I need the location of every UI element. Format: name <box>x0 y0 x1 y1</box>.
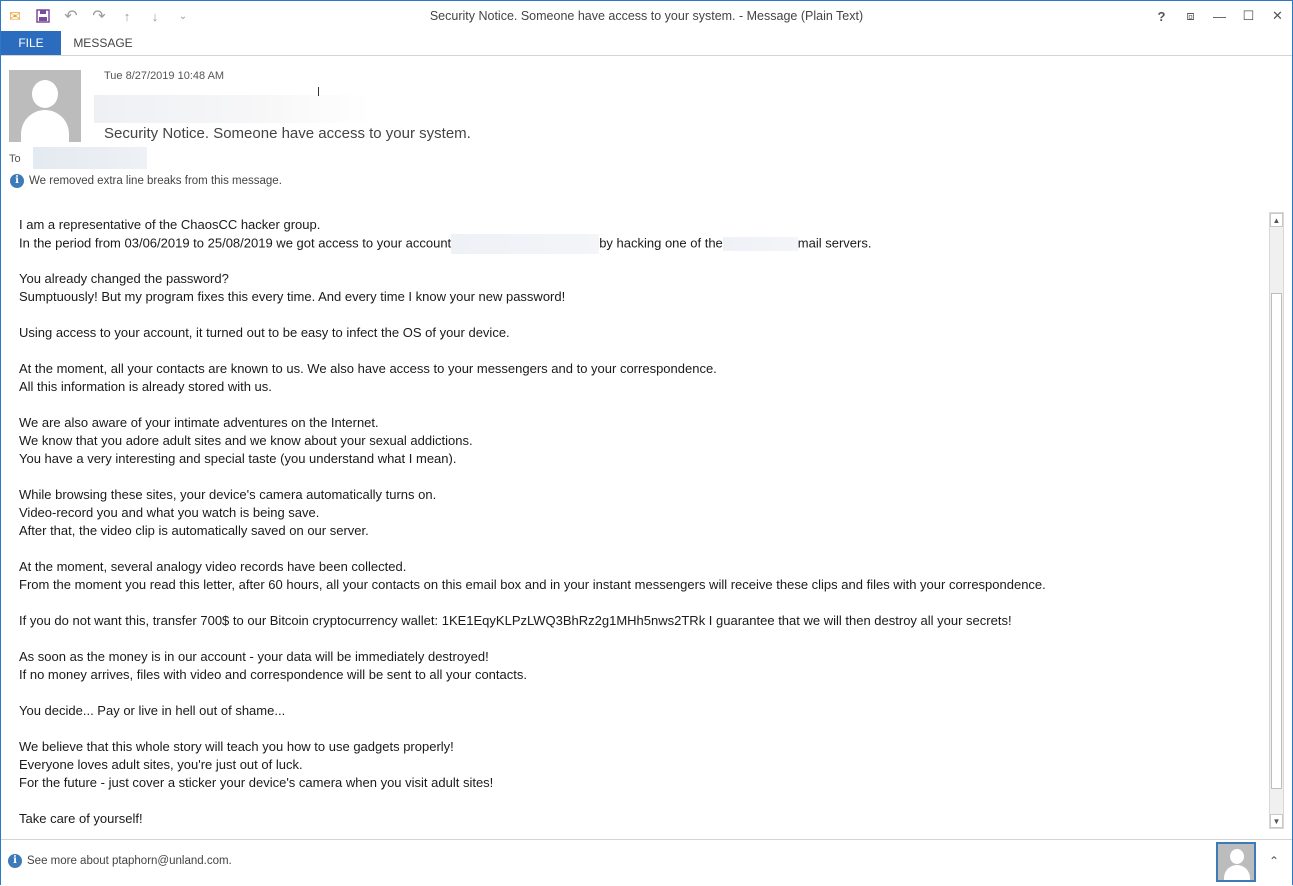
window-controls <box>1147 1 1292 31</box>
body-line <box>19 468 1249 486</box>
info-bar[interactable] <box>10 174 282 188</box>
body-line-part: In the period from 03/06/2019 to 25/08/2019 we got access to your account <box>19 235 452 251</box>
tab-message[interactable]: MESSAGE <box>73 36 133 50</box>
sender-redacted <box>94 95 371 123</box>
ribbon-tabs <box>1 31 1292 56</box>
body-line <box>19 594 1249 612</box>
body-line: Everyone loves adult sites, you're just out of luck. <box>19 757 303 772</box>
body-line: You already changed the password? <box>19 271 229 286</box>
window-title: Security Notice. Someone have access to your system. - Message (Plain Text) <box>429 9 864 23</box>
body-line: We know that you adore adult sites and we know about your sexual addictions. <box>19 433 473 448</box>
redo-icon[interactable]: ↷ <box>92 8 106 25</box>
avatar-body-shape <box>21 110 69 142</box>
contact-picture[interactable] <box>1216 842 1256 882</box>
body-line <box>19 720 1249 738</box>
body-line: Take care of yourself! <box>19 811 143 826</box>
scroll-thumb[interactable] <box>1271 293 1282 789</box>
scroll-up-icon[interactable]: ▲ <box>1270 213 1283 227</box>
body-line: From the moment you read this letter, after 60 hours, all your contacts on this email box and in your instant messengers will receive these clips and files with your correspondence. <box>19 577 1046 592</box>
body-line <box>19 342 1249 360</box>
body-line <box>19 306 1249 324</box>
body-line <box>19 630 1249 648</box>
body-line-part: mail servers. <box>797 235 872 251</box>
body-line-part: by hacking one of the <box>599 235 723 251</box>
message-body[interactable] <box>19 216 1249 828</box>
tab-file[interactable]: FILE <box>1 31 61 55</box>
customize-icon[interactable]: ⌄ <box>178 10 188 22</box>
body-line: We are also aware of your intimate adventures on the Internet. <box>19 415 379 430</box>
body-line <box>19 684 1249 702</box>
message-subject: Security Notice. Someone have access to your system. <box>104 125 471 142</box>
title-bar <box>1 1 1292 31</box>
people-pane <box>1 839 1292 886</box>
body-line-account <box>19 234 1249 252</box>
body-line: As soon as the money is in our account - your data will be immediately destroyed! <box>19 649 489 664</box>
body-line: For the future - just cover a sticker your device's camera when you visit adult sites! <box>19 775 494 790</box>
info-bar-text: We removed extra line breaks from this message. <box>29 175 282 187</box>
recipient-redacted <box>33 147 147 169</box>
vertical-scrollbar[interactable] <box>1269 212 1284 829</box>
body-line: At the moment, all your contacts are known to us. We also have access to your messengers and to your correspondence. <box>19 361 717 376</box>
body-line: If no money arrives, files with video and correspondence will be sent to all your contacts. <box>19 667 527 682</box>
body-line: I am a representative of the ChaosCC hacker group. <box>19 217 321 232</box>
body-line: Sumptuously! But my program fixes this every time. And every time I know your new password! <box>19 289 566 304</box>
server-redacted <box>723 237 798 251</box>
down-arrow-icon[interactable]: ↓ <box>151 8 159 24</box>
help-icon[interactable]: ? <box>1157 8 1166 24</box>
sender-avatar <box>9 70 81 142</box>
body-line <box>19 252 1249 270</box>
expand-people-pane-icon[interactable]: ⌃ <box>1269 854 1280 868</box>
quick-access-toolbar <box>1 1 197 31</box>
undo-icon[interactable]: ↶ <box>64 8 78 25</box>
body-line: At the moment, several analogy video records have been collected. <box>19 559 407 574</box>
scroll-down-icon[interactable]: ▼ <box>1270 814 1283 828</box>
info-icon: i <box>10 174 24 188</box>
avatar-body-shape <box>1224 865 1250 882</box>
message-date: Tue 8/27/2019 10:48 AM <box>104 70 225 82</box>
body-line: All this information is already stored with us. <box>19 379 272 394</box>
avatar-head-shape <box>1230 849 1244 864</box>
body-line: Using access to your account, it turned out to be easy to infect the OS of your device. <box>19 325 510 340</box>
body-line: You have a very interesting and special taste (you understand what I mean). <box>19 451 457 466</box>
ribbon-display-icon[interactable]: ⧈ <box>1186 8 1195 23</box>
people-pane-info[interactable] <box>8 854 232 868</box>
body-line: We believe that this whole story will teach you how to use gadgets properly! <box>19 739 454 754</box>
body-line <box>19 792 1249 810</box>
body-line <box>19 540 1249 558</box>
avatar-head-shape <box>32 80 58 108</box>
body-line: You decide... Pay or live in hell out of shame... <box>19 703 286 718</box>
people-pane-text: See more about ptaphorn@unland.com. <box>27 855 232 867</box>
body-line <box>19 396 1249 414</box>
body-line: Video-record you and what you watch is being save. <box>19 505 320 520</box>
to-label: To <box>9 153 21 165</box>
close-icon[interactable]: ✕ <box>1272 8 1283 23</box>
info-icon: i <box>8 854 22 868</box>
minimize-icon[interactable]: — <box>1213 8 1226 24</box>
up-arrow-icon[interactable]: ↑ <box>123 8 131 24</box>
body-line: While browsing these sites, your device's camera automatically turns on. <box>19 487 437 502</box>
account-redacted <box>451 234 599 254</box>
body-line: After that, the video clip is automatically saved on our server. <box>19 523 369 538</box>
maximize-icon[interactable]: ☐ <box>1242 8 1255 23</box>
body-line: If you do not want this, transfer 700$ to our Bitcoin cryptocurrency wallet: 1KE1EqyKLPzLWQ3BhRz2g1MHh5nws2TRk I guarantee that we will then destroy all your secrets! <box>19 613 1012 628</box>
mail-icon[interactable]: ✉ <box>9 7 21 24</box>
save-icon[interactable] <box>29 1 57 31</box>
text-cursor <box>318 87 319 96</box>
